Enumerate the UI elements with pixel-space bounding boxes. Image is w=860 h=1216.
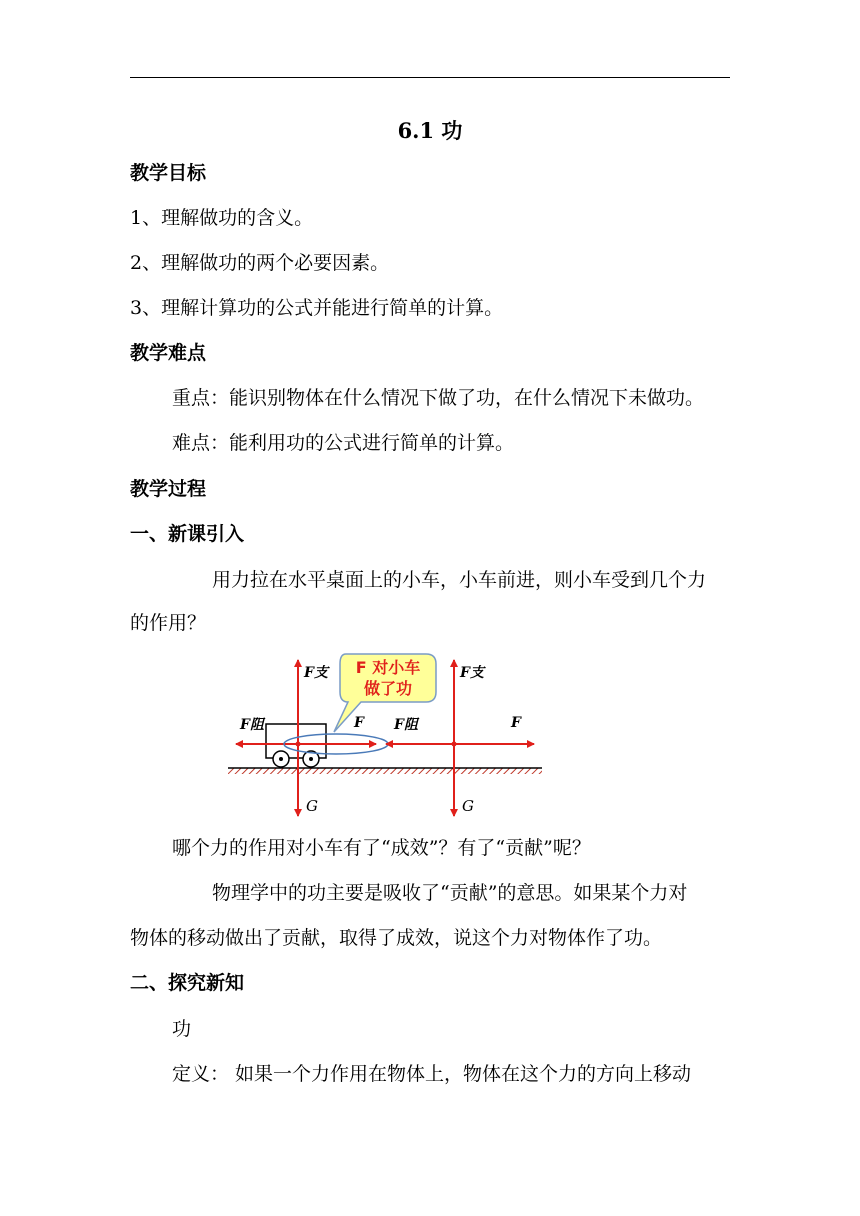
label-f-left: F xyxy=(354,715,364,731)
objective-item-2: 2、理解做功的两个必要因素。 xyxy=(130,252,390,274)
section2-heading: 二、探究新知 xyxy=(130,972,245,994)
callout-line-1: F 对小车 xyxy=(355,658,421,677)
page-title: 6.1 功 xyxy=(397,118,463,143)
section1-heading: 一、新课引入 xyxy=(130,523,245,545)
objective-item-3: 3、理解计算功的公式并能进行简单的计算。 xyxy=(130,297,504,319)
label-f-support-left: F支 xyxy=(304,665,328,681)
label-f-resist-left: F阻 xyxy=(240,717,264,733)
header-rule xyxy=(130,77,730,78)
callout-line-2: 做了功 xyxy=(363,679,413,698)
label-f-support-right: F支 xyxy=(460,665,484,681)
label-g-left: G xyxy=(306,797,318,815)
label-g-right: G xyxy=(462,797,474,815)
difficulties-heading: 教学难点 xyxy=(130,342,207,364)
force-diagram xyxy=(226,648,546,823)
question-line-2: 的作用？ xyxy=(130,612,207,634)
after-figure-question: 哪个力的作用对小车有了“成效”？有了“贡献”呢？ xyxy=(172,837,591,859)
term-label: 功 xyxy=(172,1018,192,1040)
objective-item-1: 1、理解做功的含义。 xyxy=(130,207,314,229)
label-f-right: F xyxy=(511,715,521,731)
definition-line: 定义： 如果一个力作用在物体上，物体在这个力的方向上移动 xyxy=(172,1063,692,1085)
ground-hatch xyxy=(228,768,542,774)
question-line-1: 用力拉在水平桌面上的小车，小车前进，则小车受到几个力 xyxy=(212,569,707,591)
objectives-heading: 教学目标 xyxy=(130,162,207,184)
label-f-resist-right: F阻 xyxy=(394,717,418,733)
process-heading: 教学过程 xyxy=(130,478,207,500)
key-point: 重点：能识别物体在什么情况下做了功，在什么情况下未做功。 xyxy=(172,387,705,409)
hard-point: 难点：能利用功的公式进行简单的计算。 xyxy=(172,432,515,454)
explain-line-2: 物体的移动做出了贡献，取得了成效，说这个力对物体作了功。 xyxy=(130,927,663,949)
explain-line-1: 物理学中的功主要是吸收了“贡献”的意思。如果某个力对 xyxy=(212,882,688,904)
